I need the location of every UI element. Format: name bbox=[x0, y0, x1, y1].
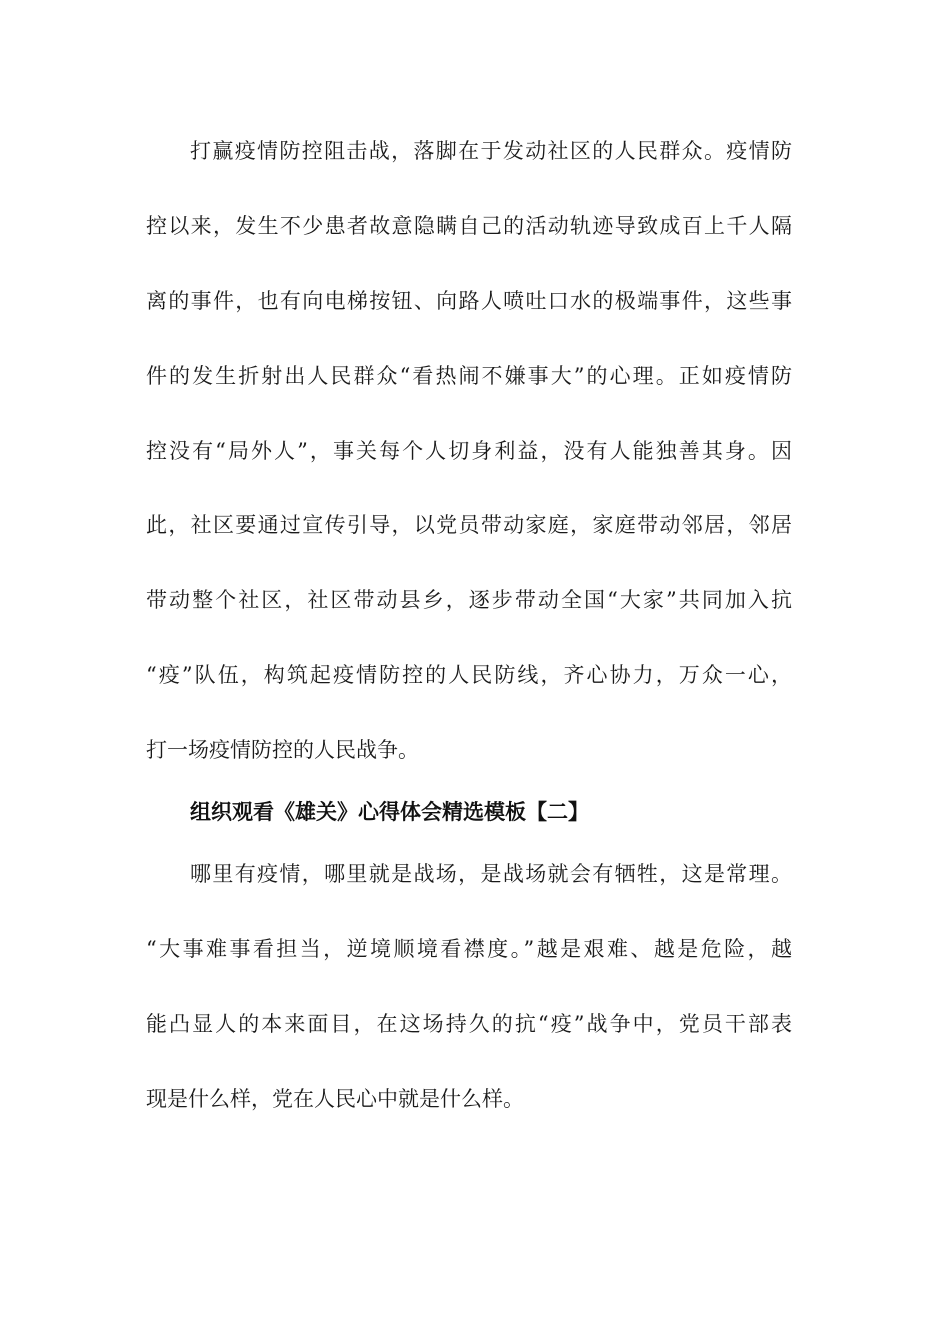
paragraph-1-line-3: 离的事件，也有向电梯按钮、向路人喷吐口水的极端事件，这些事 bbox=[146, 289, 792, 313]
paragraph-1-line-6: 此，社区要通过宣传引导，以党员带动家庭，家庭带动邻居，邻居 bbox=[146, 513, 792, 537]
paragraph-1-line-2: 控以来，发生不少患者故意隐瞒自己的活动轨迹导致成百上千人隔 bbox=[146, 214, 792, 238]
paragraph-1-line-9: 打一场疫情防控的人民战争。 bbox=[146, 738, 419, 762]
paragraph-2-line-2: “大事难事看担当，逆境顺境看襟度。”越是艰难、越是危险，越 bbox=[146, 937, 792, 961]
paragraph-1-line-8: “疫”队伍，构筑起疫情防控的人民防线，齐心协力，万众一心， bbox=[146, 663, 792, 687]
paragraph-1-line-1: 打赢疫情防控阻击战，落脚在于发动社区的人民群众。疫情防 bbox=[190, 139, 792, 163]
paragraph-2-line-1: 哪里有疫情，哪里就是战场，是战场就会有牺牲，这是常理。 bbox=[190, 862, 792, 886]
paragraph-1-line-5: 控没有“局外人”，事关每个人切身利益，没有人能独善其身。因 bbox=[146, 439, 792, 463]
paragraph-2-line-3: 能凸显人的本来面目，在这场持久的抗“疫”战争中，党员干部表 bbox=[146, 1012, 792, 1036]
paragraph-1-line-4: 件的发生折射出人民群众“看热闹不嫌事大”的心理。正如疫情防 bbox=[146, 364, 792, 388]
paragraph-1-line-7: 带动整个社区，社区带动县乡，逐步带动全国“大家”共同加入抗 bbox=[146, 588, 792, 612]
section-heading: 组织观看《雄关》心得体会精选模板【二】 bbox=[190, 800, 589, 824]
paragraph-2-line-4: 现是什么样，党在人民心中就是什么样。 bbox=[146, 1087, 524, 1111]
